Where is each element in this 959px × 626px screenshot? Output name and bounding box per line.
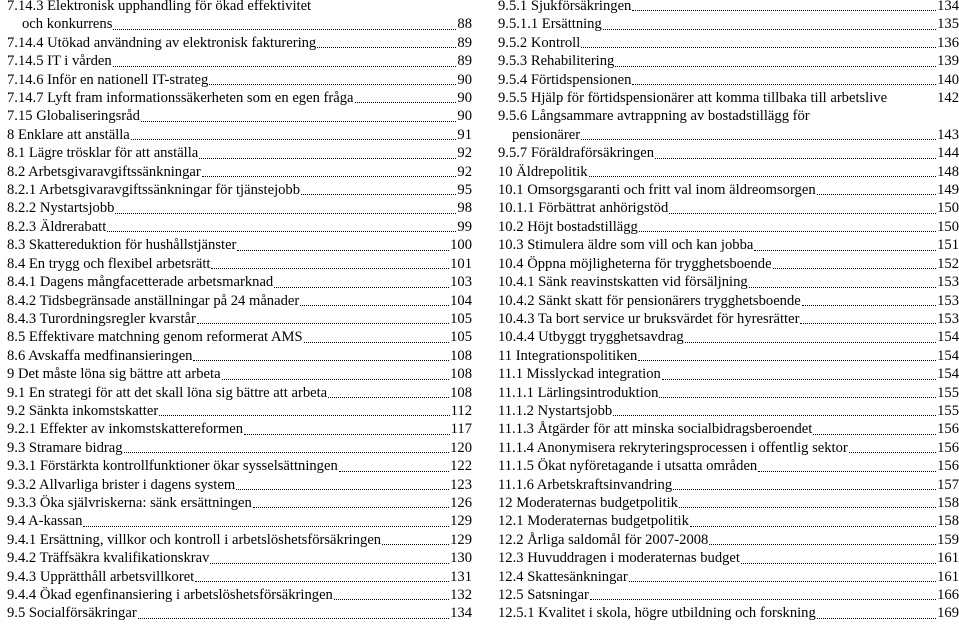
toc-entry-title: 9.5.4 Förtidspensionen: [498, 71, 632, 88]
dot-leader: [849, 452, 936, 453]
toc-entry-page: 130: [450, 550, 472, 567]
toc-entry-title: 8.2 Arbetsgivaravgiftssänkningar: [7, 163, 201, 180]
toc-entry[interactable]: [498, 604, 959, 622]
dot-leader: [355, 102, 456, 103]
toc-entry-title: 10.2 Höjt bostadstillägg: [498, 218, 638, 235]
dot-leader: [659, 397, 936, 398]
dot-leader: [317, 47, 456, 48]
toc-entry-title: 8.5 Effektivare matchning genom reformerat AMS: [7, 329, 303, 346]
toc-entry-title: 9.5.6 Långsammare avtrappning av bostadstillägg för: [498, 108, 810, 125]
dot-leader: [113, 66, 456, 67]
toc-entry[interactable]: [498, 126, 959, 144]
toc-entry[interactable]: [0, 384, 472, 402]
dot-leader: [237, 250, 449, 251]
toc-entry-title: 9.5.7 Föräldraförsäkringen: [498, 145, 655, 162]
toc-entry-page: 166: [937, 587, 959, 603]
toc-entry-page: 151: [937, 237, 959, 254]
toc-entry[interactable]: [0, 144, 472, 162]
toc-entry[interactable]: [0, 0, 472, 15]
toc-entry[interactable]: [498, 292, 959, 310]
toc-entry[interactable]: [498, 273, 959, 291]
dot-leader: [655, 158, 936, 159]
toc-entry[interactable]: [498, 144, 959, 162]
toc-entry-title: 10.4.1 Sänk reavinstskatten vid försäljning: [498, 274, 748, 291]
toc-entry-page: 129: [450, 513, 472, 530]
toc-entry-title: 10.1.1 Förbättrat anhörigstöd: [498, 200, 669, 217]
toc-entry-page: 131: [450, 568, 472, 585]
toc-entry-title: 8.4.1 Dagens mångfacetterade arbetsmarknad: [7, 274, 274, 291]
toc-entry[interactable]: [498, 107, 959, 125]
toc-entry[interactable]: [498, 310, 959, 328]
dot-leader: [817, 618, 936, 619]
toc-entry[interactable]: [0, 199, 472, 217]
toc-entry[interactable]: [0, 34, 472, 52]
toc-entry-page: 152: [937, 255, 959, 272]
dot-leader: [741, 563, 936, 564]
toc-entry-title: 12.3 Huvuddragen i moderaternas budget: [498, 550, 740, 567]
toc-entry[interactable]: [498, 531, 959, 549]
dot-leader: [195, 581, 449, 582]
toc-entry[interactable]: [498, 512, 959, 530]
dot-leader: [581, 139, 936, 140]
toc-entry-title: 9.5.1 Sjukförsäkringen: [498, 0, 632, 14]
toc-entry-page: 92: [457, 163, 472, 180]
toc-entry-title: 8.4.3 Turordningsregler kvarstår: [7, 310, 196, 327]
toc-entry-page: 89: [457, 53, 472, 70]
toc-entry[interactable]: [498, 494, 959, 512]
toc-entry-title: 9.2 Sänkta inkomstskatter: [7, 402, 159, 419]
dot-leader: [328, 397, 449, 398]
dot-leader: [773, 268, 936, 269]
dot-leader: [749, 287, 936, 288]
dot-leader: [253, 507, 449, 508]
toc-entry-title: och konkurrens: [22, 16, 113, 33]
toc-entry[interactable]: [498, 365, 959, 383]
toc-entry[interactable]: [0, 52, 472, 70]
dot-leader: [131, 139, 456, 140]
toc-entry-page: 153: [937, 274, 959, 291]
toc-entry[interactable]: [0, 586, 472, 604]
dot-leader: [690, 526, 936, 527]
toc-entry-title: 7.14.3 Elektronisk upphandling för ökad effektivitet: [7, 0, 312, 14]
dot-leader: [758, 471, 936, 472]
toc-entry[interactable]: [0, 512, 472, 530]
dot-leader: [159, 415, 450, 416]
dot-leader: [301, 194, 456, 195]
toc-entry-title: 9.1 En strategi för att det skall löna sig bättre att arbeta: [7, 384, 328, 401]
toc-entry-title: 10 Äldrepolitik: [498, 163, 588, 180]
toc-entry[interactable]: [498, 181, 959, 199]
toc-entry-page: 134: [450, 605, 472, 622]
toc-entry-title: 12.5.1 Kvalitet i skola, högre utbildning och forskning: [498, 605, 816, 622]
toc-entry-title: 12.5 Satsningar: [498, 587, 589, 603]
toc-entry-page: 157: [937, 476, 959, 493]
toc-entry-title: 9.5.1.1 Ersättning: [498, 16, 602, 33]
toc-entry-title: 7.15 Globaliseringsråd: [7, 108, 140, 125]
dot-leader: [197, 323, 449, 324]
dot-leader: [581, 47, 936, 48]
toc-entry-page: 88: [457, 16, 472, 33]
toc-entry[interactable]: [0, 568, 472, 586]
toc-entry-title: 7.14.6 Inför en nationell IT-strateg: [7, 71, 209, 88]
dot-leader: [679, 507, 936, 508]
toc-entry[interactable]: [498, 420, 959, 438]
dot-leader: [209, 84, 456, 85]
toc-entry-page: 90: [457, 90, 472, 107]
toc-entry[interactable]: [498, 52, 959, 70]
toc-entry[interactable]: [0, 126, 472, 144]
toc-entry[interactable]: [498, 439, 959, 457]
toc-entry-title: 11.1.5 Ökat nyföretagande i utsatta områden: [498, 458, 758, 475]
toc-entry[interactable]: [498, 549, 959, 567]
dot-leader: [300, 305, 449, 306]
dot-leader: [590, 599, 936, 600]
toc-entry-title: 10.3 Stimulera äldre som vill och kan jobba: [498, 237, 754, 254]
dot-leader: [211, 268, 449, 269]
toc-entry[interactable]: [0, 273, 472, 291]
toc-entry-title: 9.4 A-kassan: [7, 513, 83, 530]
dot-leader: [141, 121, 456, 122]
toc-entry-page: 156: [937, 458, 959, 475]
toc-entry-page: 101: [450, 255, 472, 272]
dot-leader: [210, 563, 449, 564]
toc-entry-title: 9.3.1 Förstärkta kontrollfunktioner ökar sysselsättningen: [7, 458, 338, 475]
dot-leader: [639, 231, 936, 232]
toc-entry-page: 123: [450, 476, 472, 493]
toc-entry[interactable]: [0, 476, 472, 494]
toc-entry[interactable]: [0, 236, 472, 254]
toc-entry-title: 9.3.3 Öka självriskerna: sänk ersättningen: [7, 494, 252, 511]
toc-entry[interactable]: [0, 531, 472, 549]
dot-leader: [817, 194, 936, 195]
toc-entry[interactable]: [498, 0, 959, 15]
dot-leader: [199, 158, 456, 159]
toc-entry-page: 99: [457, 218, 472, 235]
dot-leader: [124, 452, 449, 453]
dot-leader: [334, 599, 449, 600]
toc-entry-page: 117: [450, 421, 472, 438]
toc-entry[interactable]: [0, 255, 472, 273]
toc-entry-page: 90: [457, 108, 472, 125]
toc-entry-title: 9.3 Stramare bidrag: [7, 439, 123, 456]
dot-leader: [244, 434, 450, 435]
toc-entry[interactable]: [0, 218, 472, 236]
toc-entry[interactable]: [0, 107, 472, 125]
dot-leader: [113, 29, 456, 30]
toc-entry-title: 8.2.2 Nystartsjobb: [7, 200, 115, 217]
toc-entry[interactable]: [498, 15, 959, 33]
toc-entry-page: 154: [937, 366, 959, 383]
toc-entry[interactable]: [498, 384, 959, 402]
toc-entry-page: 140: [937, 71, 959, 88]
toc-entry-page: 158: [937, 494, 959, 511]
toc-entry-title: 12.2 Årliga saldomål för 2007-2008: [498, 531, 709, 548]
dot-leader: [669, 213, 936, 214]
toc-entry[interactable]: [498, 568, 959, 586]
toc-entry[interactable]: [0, 347, 472, 365]
toc-entry-title: 7.14.5 IT i vården: [7, 53, 112, 70]
toc-entry[interactable]: [498, 457, 959, 475]
toc-entry-title: 10.4.4 Utbyggt trygghetsavdrag: [498, 329, 684, 346]
toc-entry-page: 156: [937, 421, 959, 438]
toc-entry-page: 153: [937, 292, 959, 309]
toc-entry-page: 136: [937, 34, 959, 51]
toc-entry-title: 11 Integrationspolitiken: [498, 347, 638, 364]
toc-entry-page: 158: [937, 513, 959, 530]
toc-entry-page: 135: [937, 16, 959, 33]
dot-leader: [629, 581, 936, 582]
toc-entry-title: 9.5.2 Kontroll: [498, 34, 581, 51]
toc-entry-title: 9.4.1 Ersättning, villkor och kontroll i arbetslöshetsförsäkringen: [7, 531, 382, 548]
toc-entry-page: 95: [457, 182, 472, 199]
toc-entry-page: 122: [450, 458, 472, 475]
toc-entry-title: 10.1 Omsorgsgaranti och fritt val inom äldreomsorgen: [498, 182, 816, 199]
dot-leader: [382, 544, 449, 545]
toc-entry-page: 154: [937, 329, 959, 346]
toc-entry-title: 11.1.6 Arbetskraftsinvandring: [498, 476, 673, 493]
toc-entry[interactable]: [0, 365, 472, 383]
dot-leader: [709, 544, 936, 545]
toc-entry-page: 92: [457, 145, 472, 162]
toc-entry-title: 9.5 Socialförsäkringar: [7, 605, 137, 622]
toc-entry-page: 139: [937, 53, 959, 70]
toc-entry[interactable]: [0, 439, 472, 457]
toc-entry-title: 11.1.2 Nystartsjobb: [498, 402, 613, 419]
toc-entry-page: 105: [450, 329, 472, 346]
toc-entry-page: 112: [450, 402, 472, 419]
toc-entry[interactable]: [498, 586, 959, 604]
toc-entry-page: 154: [937, 347, 959, 364]
dot-leader: [613, 415, 936, 416]
toc-entry-page: 103: [450, 274, 472, 291]
dot-leader: [632, 10, 936, 11]
toc-entry-page: 129: [450, 531, 472, 548]
dot-leader: [603, 29, 936, 30]
toc-entry-title: 9.2.1 Effekter av inkomstskattereformen: [7, 421, 243, 438]
toc-entry[interactable]: [498, 255, 959, 273]
toc-entry-title: 9.4.4 Ökad egenfinansiering i arbetslöshetsförsäkringen: [7, 587, 333, 603]
toc-entry[interactable]: [0, 604, 472, 622]
toc-entry[interactable]: [0, 494, 472, 512]
dot-leader: [800, 323, 936, 324]
toc-entry-title: 8.3 Skattereduktion för hushållstjänster: [7, 237, 237, 254]
dot-leader: [662, 379, 936, 380]
toc-entry-title: pensionärer: [512, 126, 581, 143]
toc-entry[interactable]: [0, 89, 472, 107]
dot-leader: [115, 213, 456, 214]
dot-leader: [802, 305, 936, 306]
toc-entry[interactable]: [0, 420, 472, 438]
dot-leader: [193, 360, 449, 361]
toc-entry[interactable]: [0, 328, 472, 346]
toc-entry-title: 11.1 Misslyckad integration: [498, 366, 661, 383]
toc-entry-page: 98: [457, 200, 472, 217]
toc-entry[interactable]: [0, 15, 472, 33]
toc-entry[interactable]: [498, 476, 959, 494]
toc-entry-title: 9 Det måste löna sig bättre att arbeta: [7, 366, 221, 383]
toc-entry-page: 108: [450, 384, 472, 401]
dot-leader: [138, 618, 449, 619]
toc-entry-title: 9.4.3 Upprätthåll arbetsvillkoret: [7, 568, 195, 585]
toc-entry[interactable]: [498, 199, 959, 217]
dot-leader: [685, 342, 936, 343]
toc-entry-title: 8.4.2 Tidsbegränsade anställningar på 24 månader: [7, 292, 300, 309]
toc-entry-page: 132: [450, 587, 472, 603]
toc-entry-title: 8.6 Avskaffa medfinansieringen: [7, 347, 193, 364]
dot-leader: [638, 360, 936, 361]
dot-leader: [83, 526, 449, 527]
toc-entry-title: 9.4.2 Träffsäkra kvalifikationskrav: [7, 550, 210, 567]
toc-entry-page: 108: [450, 347, 472, 364]
toc-entry-page: 161: [937, 550, 959, 567]
toc-entry-title: 12 Moderaternas budgetpolitik: [498, 494, 678, 511]
toc-entry-page: 142: [937, 90, 959, 107]
toc-entry[interactable]: [0, 71, 472, 89]
toc-entry[interactable]: [498, 236, 959, 254]
toc-entry-page: 153: [937, 310, 959, 327]
toc-entry-title: 8.2.1 Arbetsgivaravgiftssänkningar för tjänstejobb: [7, 182, 301, 199]
toc-entry-title: 7.14.4 Utökad användning av elektronisk fakturering: [7, 34, 317, 51]
toc-entry-title: 9.3.2 Allvarliga brister i dagens system: [7, 476, 236, 493]
toc-entry-title: 8 Enklare att anställa: [7, 126, 130, 143]
toc-entry-title: 9.5.3 Rehabilitering: [498, 53, 615, 70]
toc-entry-title: 8.4 En trygg och flexibel arbetsrätt: [7, 255, 211, 272]
toc-entry-page: 134: [937, 0, 959, 14]
dot-leader: [222, 379, 449, 380]
dot-leader: [673, 489, 936, 490]
toc-entry[interactable]: [498, 328, 959, 346]
toc-entry[interactable]: [0, 181, 472, 199]
dot-leader: [107, 231, 456, 232]
toc-entry-page: 108: [450, 366, 472, 383]
toc-entry-title: 11.1.4 Anonymisera rekryteringsprocessen i offentlig sektor: [498, 439, 848, 456]
toc-entry[interactable]: [498, 163, 959, 181]
toc-entry-page: 126: [450, 494, 472, 511]
toc-entry-page: 104: [450, 292, 472, 309]
toc-entry-title: 9.5.5 Hjälp för förtidspensionärer att komma tillbaka till arbetslive: [498, 90, 888, 107]
toc-entry[interactable]: [0, 549, 472, 567]
dot-leader: [754, 250, 936, 251]
toc-entry[interactable]: [0, 402, 472, 420]
toc-entry-page: 159: [937, 531, 959, 548]
toc-entry-page: 150: [937, 218, 959, 235]
toc-entry[interactable]: [498, 347, 959, 365]
toc-entry-page: 156: [937, 439, 959, 456]
toc-entry-page: 150: [937, 200, 959, 217]
dot-leader: [304, 342, 449, 343]
toc-entry-title: 11.1.1 Lärlingsintroduktion: [498, 384, 659, 401]
toc-entry-title: 12.1 Moderaternas budgetpolitik: [498, 513, 689, 530]
toc-entry-page: 148: [937, 163, 959, 180]
toc-entry-page: 89: [457, 34, 472, 51]
toc-entry-page: 105: [450, 310, 472, 327]
dot-leader: [589, 176, 936, 177]
dot-leader: [202, 176, 456, 177]
toc-entry-title: 8.2.3 Äldrerabatt: [7, 218, 107, 235]
dot-leader: [813, 434, 936, 435]
dot-leader: [339, 471, 449, 472]
toc-entry[interactable]: [498, 402, 959, 420]
toc-entry-page: 149: [937, 182, 959, 199]
toc-entry-page: 144: [937, 145, 959, 162]
toc-entry-title: 10.4.3 Ta bort service ur bruksvärdet för hyresrätter: [498, 310, 800, 327]
toc-entry[interactable]: [498, 218, 959, 236]
toc-entry[interactable]: [498, 34, 959, 52]
toc-entry-title: 12.4 Skattesänkningar: [498, 568, 628, 585]
toc-right-column: [498, 0, 959, 623]
dot-leader: [615, 66, 936, 67]
toc-entry-page: 161: [937, 568, 959, 585]
toc-entry[interactable]: [498, 71, 959, 89]
toc-entry-page: 155: [937, 402, 959, 419]
toc-entry-title: 11.1.3 Åtgärder för att minska socialbidragsberoendet: [498, 421, 813, 438]
toc-entry-page: 143: [937, 126, 959, 143]
dot-leader: [632, 84, 936, 85]
toc-entry[interactable]: [0, 292, 472, 310]
toc-entry-page: 100: [450, 237, 472, 254]
toc-entry-page: 91: [457, 126, 472, 143]
toc-entry[interactable]: [498, 89, 959, 107]
toc-entry-title: 7.14.7 Lyft fram informationssäkerheten som en egen fråga: [7, 90, 354, 107]
toc-entry-page: 155: [937, 384, 959, 401]
toc-left-column: [0, 0, 472, 623]
toc-entry-page: 120: [450, 439, 472, 456]
toc-entry[interactable]: [0, 163, 472, 181]
toc-entry-title: 10.4.2 Sänkt skatt för pensionärers trygghetsboende: [498, 292, 801, 309]
toc-entry-page: 169: [937, 605, 959, 622]
toc-entry[interactable]: [0, 457, 472, 475]
toc-entry-title: 8.1 Lägre trösklar för att anställa: [7, 145, 199, 162]
toc-entry-page: 90: [457, 71, 472, 88]
dot-leader: [236, 489, 449, 490]
toc-entry[interactable]: [0, 310, 472, 328]
toc-entry-title: 10.4 Öppna möjligheterna för trygghetsboende: [498, 255, 772, 272]
dot-leader: [274, 287, 449, 288]
